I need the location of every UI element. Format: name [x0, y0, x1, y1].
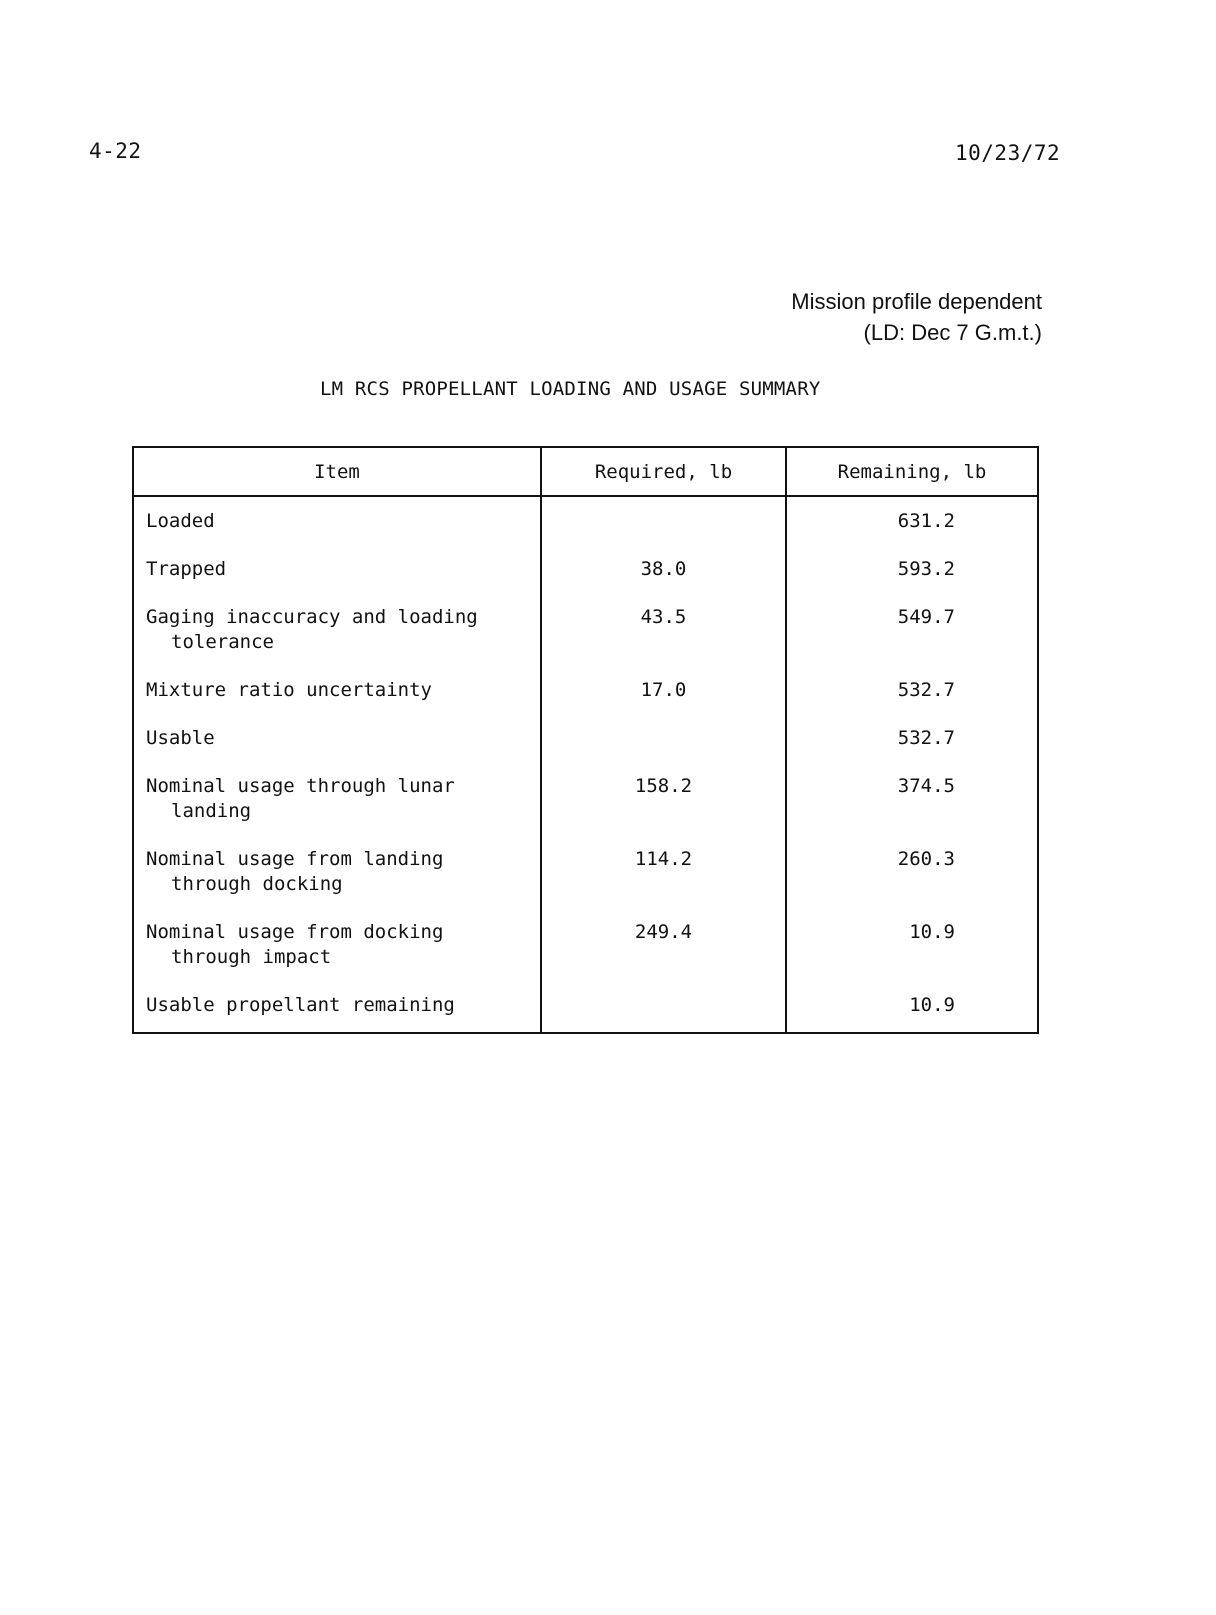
column-header-required: Required, lb: [541, 447, 786, 496]
required-cell: 43.5: [541, 595, 786, 668]
table-header-row: [133, 447, 1038, 496]
profile-note-line-1: Mission profile dependent: [791, 289, 1042, 314]
required-cell: 38.0: [541, 547, 786, 595]
table-row: [133, 496, 1038, 547]
item-cell: [133, 837, 541, 910]
table-title: LM RCS PROPELLANT LOADING AND USAGE SUMMARY: [320, 378, 821, 400]
item-label-continuation: tolerance: [171, 631, 274, 653]
required-cell: [541, 983, 786, 1033]
remaining-cell: [786, 595, 1038, 668]
remaining-value: 374.5: [897, 775, 955, 797]
remaining-value: 10.9: [909, 994, 955, 1016]
table-row: [133, 547, 1038, 595]
remaining-cell: [786, 910, 1038, 983]
remaining-value: 10.9: [909, 921, 955, 943]
item-label: Nominal usage through lunar: [146, 775, 455, 797]
item-label: Mixture ratio uncertainty: [146, 679, 432, 701]
table-row: [133, 595, 1038, 668]
item-label-continuation: through docking: [171, 873, 343, 895]
table-row: [133, 764, 1038, 837]
remaining-value: 532.7: [897, 679, 955, 701]
column-header-remaining: Remaining, lb: [786, 447, 1038, 496]
item-cell: [133, 595, 541, 668]
remaining-value: 260.3: [897, 848, 955, 870]
table-row: [133, 716, 1038, 764]
item-cell: [133, 547, 541, 595]
page-date: 10/23/72: [955, 141, 1061, 165]
column-header-item: Item: [133, 447, 541, 496]
remaining-cell: [786, 716, 1038, 764]
item-cell: [133, 716, 541, 764]
table-row: [133, 837, 1038, 910]
required-cell: [541, 496, 786, 547]
mission-profile-note: [700, 286, 1042, 348]
required-cell: 158.2: [541, 764, 786, 837]
item-label: Loaded: [146, 510, 215, 532]
table-row: [133, 910, 1038, 983]
remaining-value: 593.2: [897, 558, 955, 580]
table-row: [133, 668, 1038, 716]
remaining-cell: [786, 668, 1038, 716]
item-label: Nominal usage from landing: [146, 848, 444, 870]
item-cell: [133, 983, 541, 1033]
required-cell: 249.4: [541, 910, 786, 983]
remaining-value: 532.7: [897, 727, 955, 749]
remaining-cell: [786, 764, 1038, 837]
item-cell: [133, 764, 541, 837]
remaining-cell: [786, 496, 1038, 547]
propellant-summary-table: [132, 446, 1039, 1034]
item-label: Usable propellant remaining: [146, 994, 455, 1016]
item-cell: [133, 668, 541, 716]
item-label: Nominal usage from docking: [146, 921, 444, 943]
profile-note-line-2: (LD: Dec 7 G.m.t.): [863, 320, 1042, 345]
remaining-cell: [786, 547, 1038, 595]
remaining-value: 549.7: [897, 606, 955, 628]
required-cell: 17.0: [541, 668, 786, 716]
remaining-cell: [786, 837, 1038, 910]
required-cell: 114.2: [541, 837, 786, 910]
item-label: Usable: [146, 727, 215, 749]
item-cell: [133, 910, 541, 983]
item-label: Trapped: [146, 558, 227, 580]
item-label-continuation: through impact: [171, 946, 332, 968]
remaining-value: 631.2: [897, 510, 955, 532]
item-cell: [133, 496, 541, 547]
remaining-cell: [786, 983, 1038, 1033]
item-label-continuation: landing: [171, 800, 252, 822]
table-row: [133, 983, 1038, 1033]
page-number: 4-22: [89, 139, 142, 163]
required-cell: [541, 716, 786, 764]
item-label: Gaging inaccuracy and loading: [146, 606, 478, 628]
